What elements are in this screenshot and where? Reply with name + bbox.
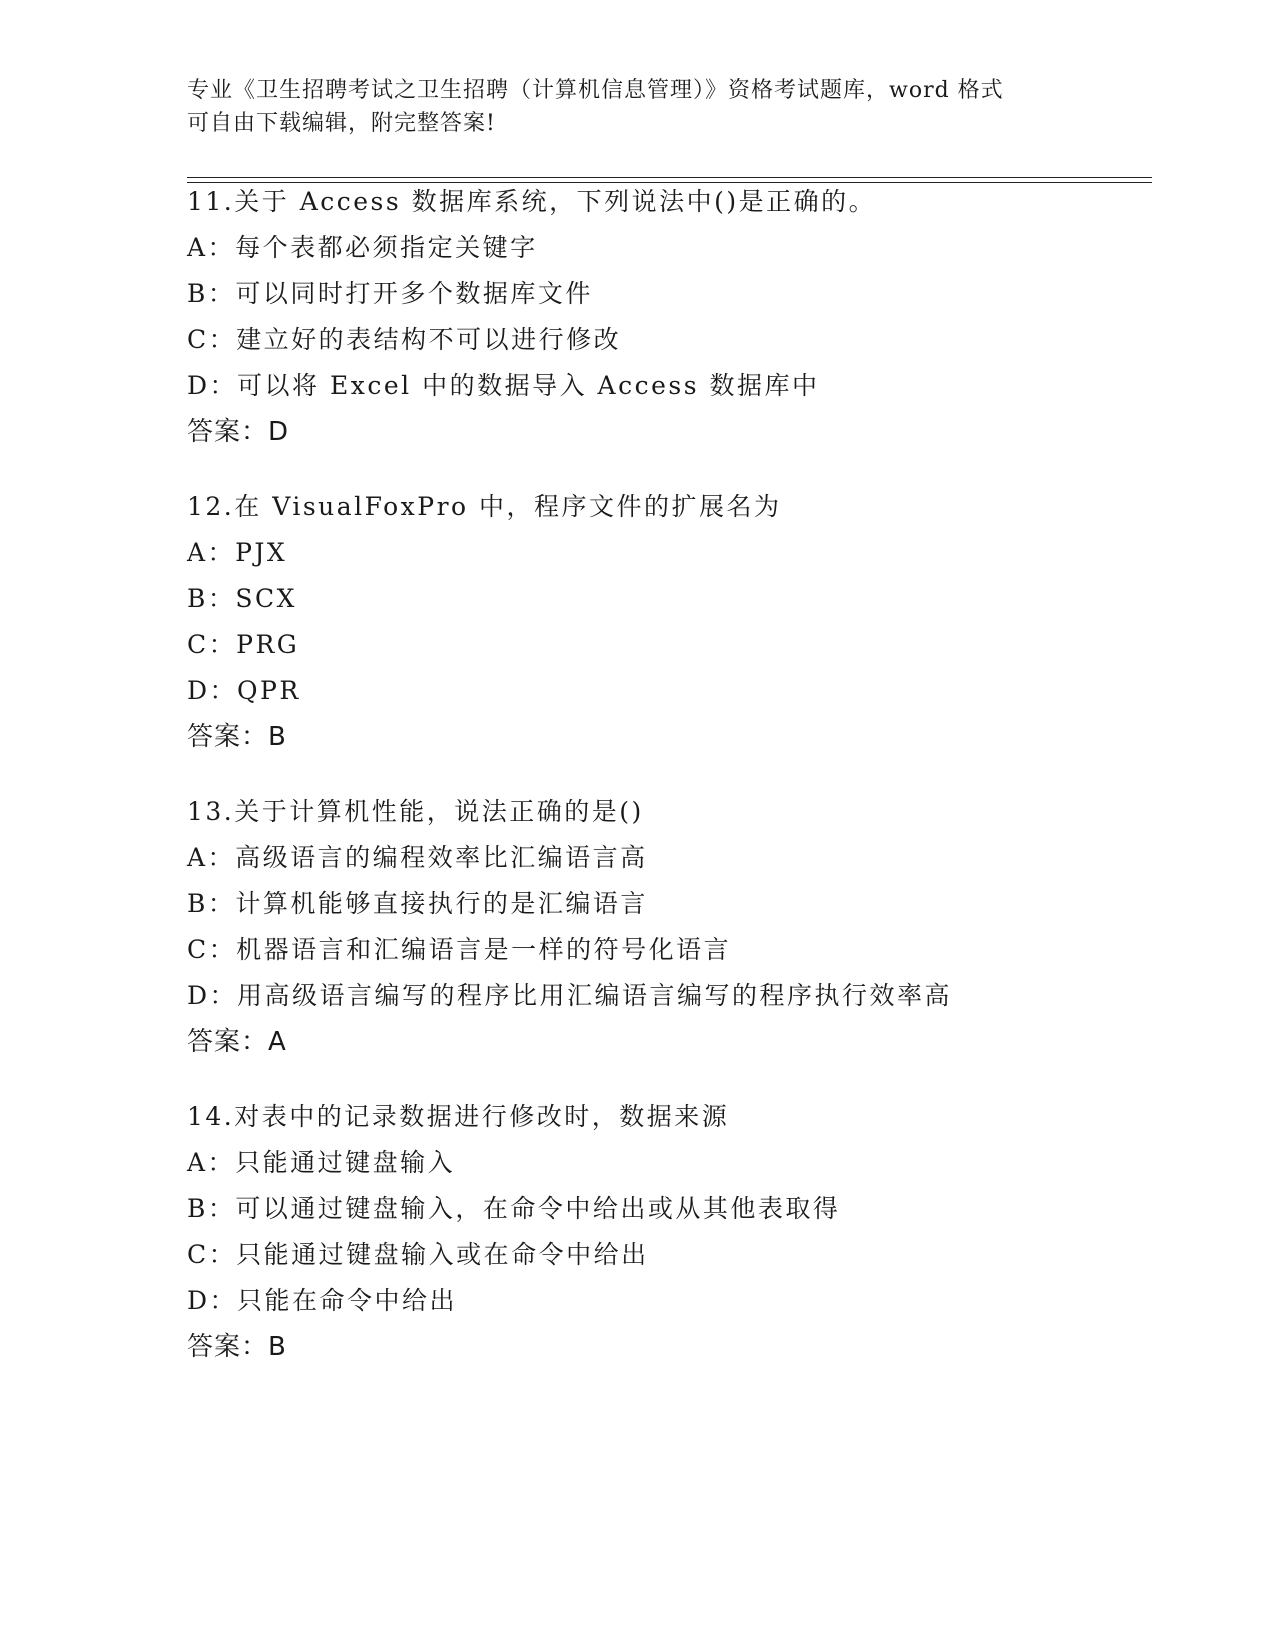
option-label: B：: [187, 584, 236, 613]
option-label: C：: [187, 630, 237, 659]
option-label: A：: [187, 233, 236, 262]
option-b: [187, 576, 1187, 622]
option-d: [187, 363, 1187, 409]
option-a: [187, 530, 1187, 576]
option-c: [187, 317, 1187, 363]
option-text: QPR: [237, 676, 301, 705]
option-label: D：: [187, 981, 238, 1010]
option-c: [187, 1232, 1187, 1278]
option-b: [187, 881, 1187, 927]
option-a: [187, 1140, 1187, 1186]
option-label: B：: [187, 279, 236, 308]
option-d: [187, 668, 1187, 714]
question-13: [187, 789, 1187, 1065]
question-12: [187, 484, 1187, 760]
answer-line: 答案：D: [187, 417, 290, 447]
option-label: B：: [187, 889, 236, 918]
option-label: A：: [187, 538, 236, 567]
header-line-1: 专业《卫生招聘考试之卫生招聘（计算机信息管理）》资格考试题库，word 格式: [187, 78, 1004, 103]
option-label: A：: [187, 1148, 236, 1177]
option-text: 高级语言的编程效率比汇编语言高: [235, 843, 648, 872]
header-line-2: 可自由下载编辑，附完整答案!: [187, 111, 496, 136]
option-text: 计算机能够直接执行的是汇编语言: [235, 889, 648, 918]
option-c: [187, 927, 1187, 973]
document-header: [187, 74, 1087, 140]
option-text: 可以将 Excel 中的数据导入 Access 数据库中: [237, 371, 820, 400]
option-text: 机器语言和汇编语言是一样的符号化语言: [236, 935, 732, 964]
option-c: [187, 622, 1187, 668]
option-b: [187, 271, 1187, 317]
option-a: [187, 835, 1187, 881]
question-11: [187, 179, 1187, 455]
question-14: [187, 1094, 1187, 1370]
option-text: 建立好的表结构不可以进行修改: [236, 325, 622, 354]
option-text: 可以通过键盘输入，在命令中给出或从其他表取得: [235, 1194, 841, 1223]
option-text: PRG: [236, 630, 300, 659]
option-b: [187, 1186, 1187, 1232]
option-text: 每个表都必须指定关键字: [235, 233, 538, 262]
question-stem: 13.关于计算机性能，说法正确的是(): [187, 797, 644, 826]
answer-line: 答案：A: [187, 1027, 287, 1057]
question-stem: 12.在 VisualFoxPro 中，程序文件的扩展名为: [187, 492, 782, 521]
option-label: B：: [187, 1194, 236, 1223]
option-d: [187, 1278, 1187, 1324]
option-text: PJX: [235, 538, 288, 567]
answer-line: 答案：B: [187, 1332, 287, 1362]
option-text: 只能通过键盘输入或在命令中给出: [236, 1240, 649, 1269]
option-label: D：: [187, 676, 238, 705]
option-text: SCX: [235, 584, 297, 613]
header-divider-top: [187, 177, 1152, 178]
option-label: A：: [187, 843, 236, 872]
answer-line: 答案：B: [187, 722, 287, 752]
option-label: C：: [187, 935, 237, 964]
option-label: D：: [187, 371, 238, 400]
option-text: 用高级语言编写的程序比用汇编语言编写的程序执行效率高: [237, 981, 953, 1010]
question-stem: 14.对表中的记录数据进行修改时，数据来源: [187, 1102, 730, 1131]
option-d: [187, 973, 1187, 1019]
option-text: 只能在命令中给出: [237, 1286, 458, 1315]
option-a: [187, 225, 1187, 271]
option-text: 可以同时打开多个数据库文件: [235, 279, 593, 308]
option-label: C：: [187, 325, 237, 354]
question-stem: 11.关于 Access 数据库系统，下列说法中()是正确的。: [187, 187, 877, 216]
option-text: 只能通过键盘输入: [235, 1148, 456, 1177]
option-label: C：: [187, 1240, 237, 1269]
option-label: D：: [187, 1286, 238, 1315]
